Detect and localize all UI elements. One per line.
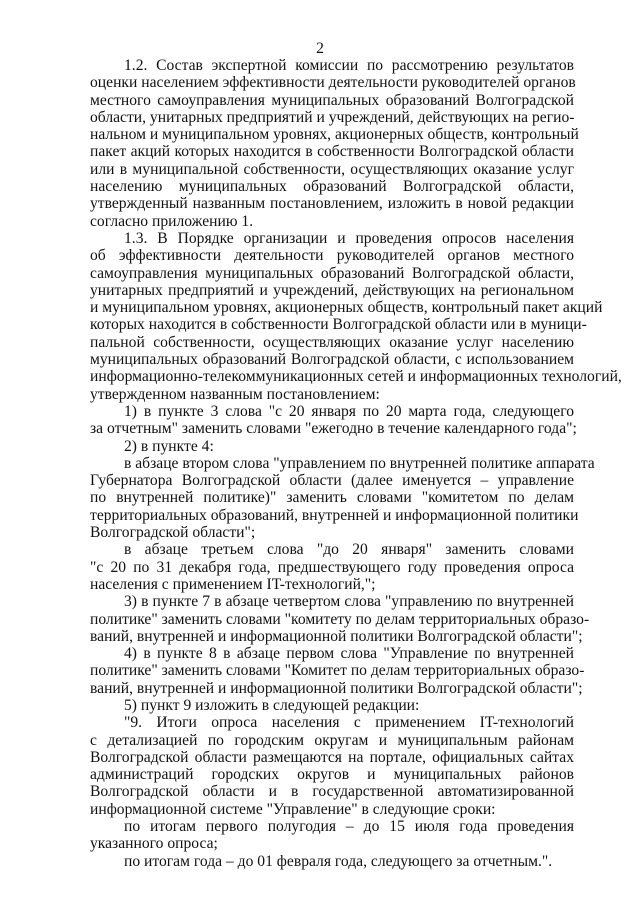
text-line: указанного опроса;	[90, 835, 218, 853]
text-line: в абзаце втором слова "управлением по внутренней политике аппарата	[124, 454, 595, 472]
text-line: "с 20 по 31 декабря года, предшествующего году проведения опроса	[90, 558, 574, 576]
text-line: согласно приложению 1.	[90, 212, 254, 230]
text-line: которых находится в собственности Волгоградской области или в муници-	[90, 316, 587, 334]
text-line: 3) в пункте 7 в абзаце четвертом слова "управлению по внутренней	[124, 593, 574, 611]
text-line: утвержденный названным постановлением, изложить в новой редакции	[90, 195, 574, 213]
text-line: пакет акций которых находится в собственности Волгоградской области	[90, 143, 574, 161]
text-line: по внутренней политике)" заменить словами "комитетом по делам	[90, 489, 574, 507]
text-line: с детализацией по городским округам и муниципальным районам	[90, 731, 574, 749]
text-line: 5) пункт 9 изложить в следующей редакции:	[124, 696, 420, 714]
text-line: 1.3. В Порядке организации и проведения опросов населения	[124, 229, 574, 247]
text-line: Волгоградской области и в государственной автоматизированной	[90, 783, 574, 801]
text-line: Волгоградской области";	[90, 524, 256, 542]
text-line: унитарных предприятий и учреждений, действующих на региональном	[90, 281, 574, 299]
page-number: 2	[316, 40, 324, 57]
text-line: нальном и муниципальном уровнях, акционерных обществ, контрольный	[90, 126, 579, 144]
text-line: 4) в пункте 8 в абзаце первом слова "Управление по внутренней	[124, 645, 574, 663]
text-line: оценки населением эффективности деятельности руководителей органов	[90, 74, 576, 92]
text-line: по итогам года – до 01 февраля года, следующего за отчетным.".	[124, 852, 553, 870]
text-line: муниципальных образований Волгоградской области, с использованием	[90, 351, 574, 369]
text-line: Волгоградской области размещаются на портале, официальных сайтах	[90, 748, 574, 766]
text-line: ваний, внутренней и информационной политики Волгоградской области";	[90, 679, 583, 697]
text-line: местного самоуправления муниципальных образований Волгоградской	[90, 91, 574, 109]
text-line: политике" заменить словами "комитету по делам территориальных образо-	[90, 610, 590, 628]
text-line: по итогам первого полугодия – до 15 июля года проведения	[124, 818, 574, 836]
text-line: области, унитарных предприятий и учреждений, действующих на регио-	[90, 108, 575, 126]
text-line: политике" заменить словами "Комитет по делам территориальных образо-	[90, 662, 585, 680]
text-line: в абзаце третьем слова "до 20 января" заменить словами	[124, 541, 574, 559]
text-line: об эффективности деятельности руководителей органов местного	[90, 247, 574, 265]
document-body	[90, 57, 622, 870]
text-line: 1.2. Состав экспертной комиссии по рассмотрению результатов	[124, 57, 574, 74]
text-line: утвержденном названным постановлением:	[90, 385, 380, 403]
text-line: 2) в пункте 4:	[124, 437, 214, 455]
text-line: населения с применением IT-технологий,";	[90, 575, 376, 593]
text-line: территориальных образований, внутренней и информационной политики	[90, 506, 579, 524]
text-line: информационно-телекоммуникационных сетей и информационных технологий,	[90, 368, 622, 386]
text-line: пальной собственности, осуществляющих оказание услуг населению	[90, 333, 574, 351]
text-line: администраций городских округов и муниципальных районов	[90, 766, 574, 784]
text-line: за отчетным" заменить словами "ежегодно в течение календарного года";	[90, 420, 577, 438]
text-line: и муниципальном уровнях, акционерных обществ, контрольный пакет акций	[90, 299, 603, 317]
text-line: самоуправления муниципальных образований Волгоградской области,	[90, 264, 574, 282]
text-line: или в муниципальной собственности, осуществляющих оказание услуг	[90, 160, 574, 178]
text-line: "9. Итоги опроса населения с применением IT-технологий	[124, 714, 574, 732]
text-line: населению муниципальных образований Волгоградской области,	[90, 178, 574, 196]
text-line: информационной системе "Управление" в следующие сроки:	[90, 800, 496, 818]
text-line: 1) в пункте 3 слова "с 20 января по 20 марта года, следующего	[124, 402, 574, 420]
text-line: ваний, внутренней и информационной политики Волгоградской области";	[90, 627, 583, 645]
text-line: Губернатора Волгоградской области (далее именуется – управление	[90, 472, 574, 490]
